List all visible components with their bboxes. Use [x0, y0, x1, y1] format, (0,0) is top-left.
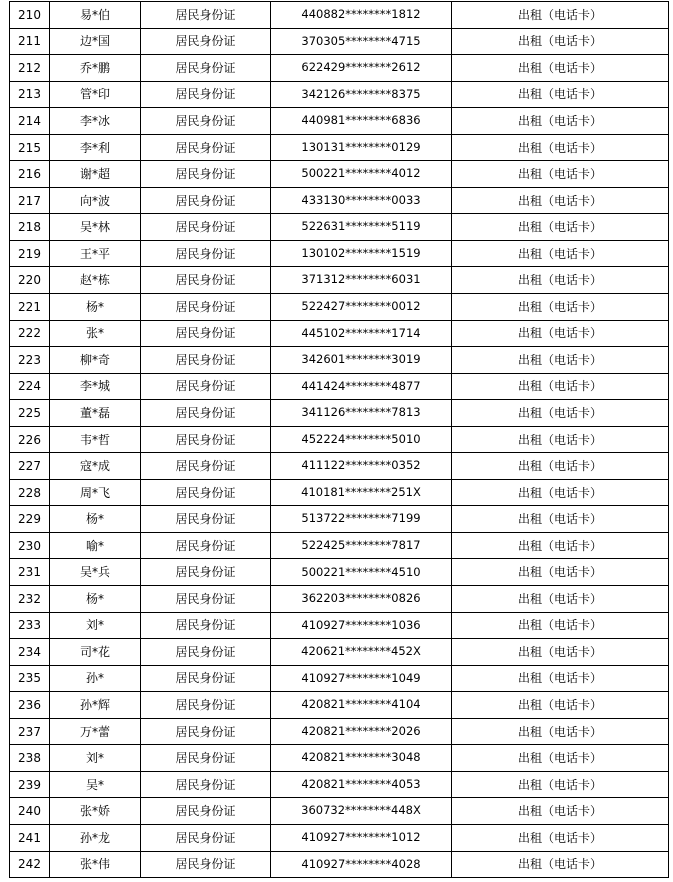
status-cell: 出租（电话卡） [452, 771, 669, 798]
table-row [10, 400, 669, 427]
status-cell: 出租（电话卡） [452, 639, 669, 666]
id-type-cell: 居民身份证 [141, 639, 271, 666]
table-row [10, 692, 669, 719]
id-type-cell: 居民身份证 [141, 771, 271, 798]
id-number-cell: 420821********4053 [271, 771, 452, 798]
table-row [10, 798, 669, 825]
table-row [10, 187, 669, 214]
row-number-cell: 230 [10, 532, 50, 559]
status-cell: 出租（电话卡） [452, 718, 669, 745]
name-cell: 张*娇 [50, 798, 141, 825]
table-row [10, 745, 669, 772]
status-cell: 出租（电话卡） [452, 81, 669, 108]
row-number-cell: 221 [10, 294, 50, 321]
status-cell: 出租（电话卡） [452, 824, 669, 851]
id-number-cell: 433130********0033 [271, 187, 452, 214]
id-type-cell: 居民身份证 [141, 294, 271, 321]
id-number-cell: 522427********0012 [271, 294, 452, 321]
status-cell: 出租（电话卡） [452, 612, 669, 639]
row-number-cell: 234 [10, 639, 50, 666]
table-row [10, 294, 669, 321]
id-number-cell: 410181********251X [271, 479, 452, 506]
id-type-cell: 居民身份证 [141, 718, 271, 745]
row-number-cell: 228 [10, 479, 50, 506]
name-cell: 管*印 [50, 81, 141, 108]
row-number-cell: 238 [10, 745, 50, 772]
row-number-cell: 233 [10, 612, 50, 639]
id-type-cell: 居民身份证 [141, 692, 271, 719]
id-type-cell: 居民身份证 [141, 267, 271, 294]
id-type-cell: 居民身份证 [141, 665, 271, 692]
name-cell: 孙*辉 [50, 692, 141, 719]
table-row [10, 426, 669, 453]
table-row [10, 320, 669, 347]
row-number-cell: 218 [10, 214, 50, 241]
row-number-cell: 223 [10, 347, 50, 374]
status-cell: 出租（电话卡） [452, 55, 669, 82]
row-number-cell: 214 [10, 108, 50, 135]
name-cell: 刘* [50, 612, 141, 639]
row-number-cell: 229 [10, 506, 50, 533]
name-cell: 孙*龙 [50, 824, 141, 851]
id-number-cell: 420621********452X [271, 639, 452, 666]
status-cell: 出租（电话卡） [452, 506, 669, 533]
status-cell: 出租（电话卡） [452, 851, 669, 878]
id-number-cell: 513722********7199 [271, 506, 452, 533]
row-number-cell: 239 [10, 771, 50, 798]
row-number-cell: 215 [10, 134, 50, 161]
row-number-cell: 241 [10, 824, 50, 851]
table-row [10, 240, 669, 267]
id-number-cell: 420821********4104 [271, 692, 452, 719]
status-cell: 出租（电话卡） [452, 559, 669, 586]
id-number-cell: 341126********7813 [271, 400, 452, 427]
status-cell: 出租（电话卡） [452, 373, 669, 400]
id-type-cell: 居民身份证 [141, 400, 271, 427]
status-cell: 出租（电话卡） [452, 134, 669, 161]
row-number-cell: 231 [10, 559, 50, 586]
id-type-cell: 居民身份证 [141, 2, 271, 29]
name-cell: 向*波 [50, 187, 141, 214]
id-number-cell: 500221********4510 [271, 559, 452, 586]
id-type-cell: 居民身份证 [141, 506, 271, 533]
id-type-cell: 居民身份证 [141, 347, 271, 374]
name-cell: 万*蕾 [50, 718, 141, 745]
name-cell: 杨* [50, 586, 141, 613]
id-type-cell: 居民身份证 [141, 559, 271, 586]
table-row [10, 453, 669, 480]
id-type-cell: 居民身份证 [141, 532, 271, 559]
status-cell: 出租（电话卡） [452, 426, 669, 453]
name-cell: 李*城 [50, 373, 141, 400]
id-type-cell: 居民身份证 [141, 586, 271, 613]
name-cell: 杨* [50, 506, 141, 533]
id-number-cell: 440882********1812 [271, 2, 452, 29]
table-row [10, 134, 669, 161]
id-number-cell: 420821********3048 [271, 745, 452, 772]
id-type-cell: 居民身份证 [141, 214, 271, 241]
name-cell: 司*花 [50, 639, 141, 666]
table-row [10, 665, 669, 692]
table-row [10, 851, 669, 878]
id-number-cell: 440981********6836 [271, 108, 452, 135]
table-row [10, 824, 669, 851]
id-number-cell: 410927********1049 [271, 665, 452, 692]
row-number-cell: 212 [10, 55, 50, 82]
id-number-cell: 370305********4715 [271, 28, 452, 55]
name-cell: 柳*奇 [50, 347, 141, 374]
name-cell: 李*利 [50, 134, 141, 161]
status-cell: 出租（电话卡） [452, 586, 669, 613]
id-number-cell: 452224********5010 [271, 426, 452, 453]
id-number-cell: 410927********1012 [271, 824, 452, 851]
status-cell: 出租（电话卡） [452, 665, 669, 692]
row-number-cell: 219 [10, 240, 50, 267]
table-row [10, 639, 669, 666]
row-number-cell: 222 [10, 320, 50, 347]
table-row [10, 373, 669, 400]
row-number-cell: 217 [10, 187, 50, 214]
row-number-cell: 240 [10, 798, 50, 825]
row-number-cell: 216 [10, 161, 50, 188]
id-type-cell: 居民身份证 [141, 28, 271, 55]
id-type-cell: 居民身份证 [141, 824, 271, 851]
id-type-cell: 居民身份证 [141, 798, 271, 825]
records-table [9, 1, 669, 878]
name-cell: 孙* [50, 665, 141, 692]
table-row [10, 532, 669, 559]
row-number-cell: 232 [10, 586, 50, 613]
status-cell: 出租（电话卡） [452, 400, 669, 427]
status-cell: 出租（电话卡） [452, 187, 669, 214]
name-cell: 吴* [50, 771, 141, 798]
id-number-cell: 622429********2612 [271, 55, 452, 82]
id-type-cell: 居民身份证 [141, 426, 271, 453]
table-row [10, 347, 669, 374]
id-number-cell: 420821********2026 [271, 718, 452, 745]
id-type-cell: 居民身份证 [141, 55, 271, 82]
row-number-cell: 210 [10, 2, 50, 29]
status-cell: 出租（电话卡） [452, 347, 669, 374]
id-type-cell: 居民身份证 [141, 161, 271, 188]
table-row [10, 267, 669, 294]
id-number-cell: 130102********1519 [271, 240, 452, 267]
id-number-cell: 342601********3019 [271, 347, 452, 374]
table-row [10, 612, 669, 639]
id-number-cell: 410927********4028 [271, 851, 452, 878]
id-type-cell: 居民身份证 [141, 612, 271, 639]
id-number-cell: 411122********0352 [271, 453, 452, 480]
table-row [10, 161, 669, 188]
name-cell: 乔*鹏 [50, 55, 141, 82]
id-type-cell: 居民身份证 [141, 373, 271, 400]
table-row [10, 81, 669, 108]
status-cell: 出租（电话卡） [452, 798, 669, 825]
id-type-cell: 居民身份证 [141, 187, 271, 214]
table-row [10, 214, 669, 241]
name-cell: 李*冰 [50, 108, 141, 135]
id-type-cell: 居民身份证 [141, 134, 271, 161]
name-cell: 吴*兵 [50, 559, 141, 586]
id-type-cell: 居民身份证 [141, 240, 271, 267]
status-cell: 出租（电话卡） [452, 267, 669, 294]
row-number-cell: 237 [10, 718, 50, 745]
table-row [10, 586, 669, 613]
status-cell: 出租（电话卡） [452, 692, 669, 719]
row-number-cell: 220 [10, 267, 50, 294]
name-cell: 赵*栋 [50, 267, 141, 294]
id-number-cell: 371312********6031 [271, 267, 452, 294]
status-cell: 出租（电话卡） [452, 453, 669, 480]
status-cell: 出租（电话卡） [452, 2, 669, 29]
name-cell: 边*国 [50, 28, 141, 55]
row-number-cell: 224 [10, 373, 50, 400]
row-number-cell: 225 [10, 400, 50, 427]
name-cell: 谢*超 [50, 161, 141, 188]
row-number-cell: 242 [10, 851, 50, 878]
id-number-cell: 441424********4877 [271, 373, 452, 400]
table-row [10, 559, 669, 586]
id-type-cell: 居民身份证 [141, 453, 271, 480]
row-number-cell: 213 [10, 81, 50, 108]
table-row [10, 55, 669, 82]
id-number-cell: 360732********448X [271, 798, 452, 825]
id-type-cell: 居民身份证 [141, 108, 271, 135]
id-type-cell: 居民身份证 [141, 745, 271, 772]
id-type-cell: 居民身份证 [141, 81, 271, 108]
status-cell: 出租（电话卡） [452, 479, 669, 506]
id-type-cell: 居民身份证 [141, 320, 271, 347]
id-number-cell: 410927********1036 [271, 612, 452, 639]
name-cell: 董*磊 [50, 400, 141, 427]
row-number-cell: 235 [10, 665, 50, 692]
records-table-body [10, 2, 669, 878]
id-number-cell: 522631********5119 [271, 214, 452, 241]
name-cell: 张* [50, 320, 141, 347]
status-cell: 出租（电话卡） [452, 294, 669, 321]
name-cell: 寇*成 [50, 453, 141, 480]
name-cell: 易*伯 [50, 2, 141, 29]
table-row [10, 771, 669, 798]
row-number-cell: 211 [10, 28, 50, 55]
id-number-cell: 445102********1714 [271, 320, 452, 347]
table-row [10, 2, 669, 29]
id-number-cell: 130131********0129 [271, 134, 452, 161]
table-row [10, 28, 669, 55]
id-number-cell: 500221********4012 [271, 161, 452, 188]
id-number-cell: 342126********8375 [271, 81, 452, 108]
status-cell: 出租（电话卡） [452, 108, 669, 135]
row-number-cell: 227 [10, 453, 50, 480]
status-cell: 出租（电话卡） [452, 28, 669, 55]
status-cell: 出租（电话卡） [452, 745, 669, 772]
table-row [10, 108, 669, 135]
name-cell: 周*飞 [50, 479, 141, 506]
row-number-cell: 236 [10, 692, 50, 719]
name-cell: 韦*哲 [50, 426, 141, 453]
id-number-cell: 362203********0826 [271, 586, 452, 613]
status-cell: 出租（电话卡） [452, 320, 669, 347]
status-cell: 出租（电话卡） [452, 532, 669, 559]
table-row [10, 506, 669, 533]
table-row [10, 718, 669, 745]
status-cell: 出租（电话卡） [452, 214, 669, 241]
name-cell: 张*伟 [50, 851, 141, 878]
row-number-cell: 226 [10, 426, 50, 453]
status-cell: 出租（电话卡） [452, 240, 669, 267]
name-cell: 喻* [50, 532, 141, 559]
name-cell: 王*平 [50, 240, 141, 267]
name-cell: 刘* [50, 745, 141, 772]
table-row [10, 479, 669, 506]
name-cell: 吴*林 [50, 214, 141, 241]
status-cell: 出租（电话卡） [452, 161, 669, 188]
id-number-cell: 522425********7817 [271, 532, 452, 559]
name-cell: 杨* [50, 294, 141, 321]
id-type-cell: 居民身份证 [141, 479, 271, 506]
id-type-cell: 居民身份证 [141, 851, 271, 878]
